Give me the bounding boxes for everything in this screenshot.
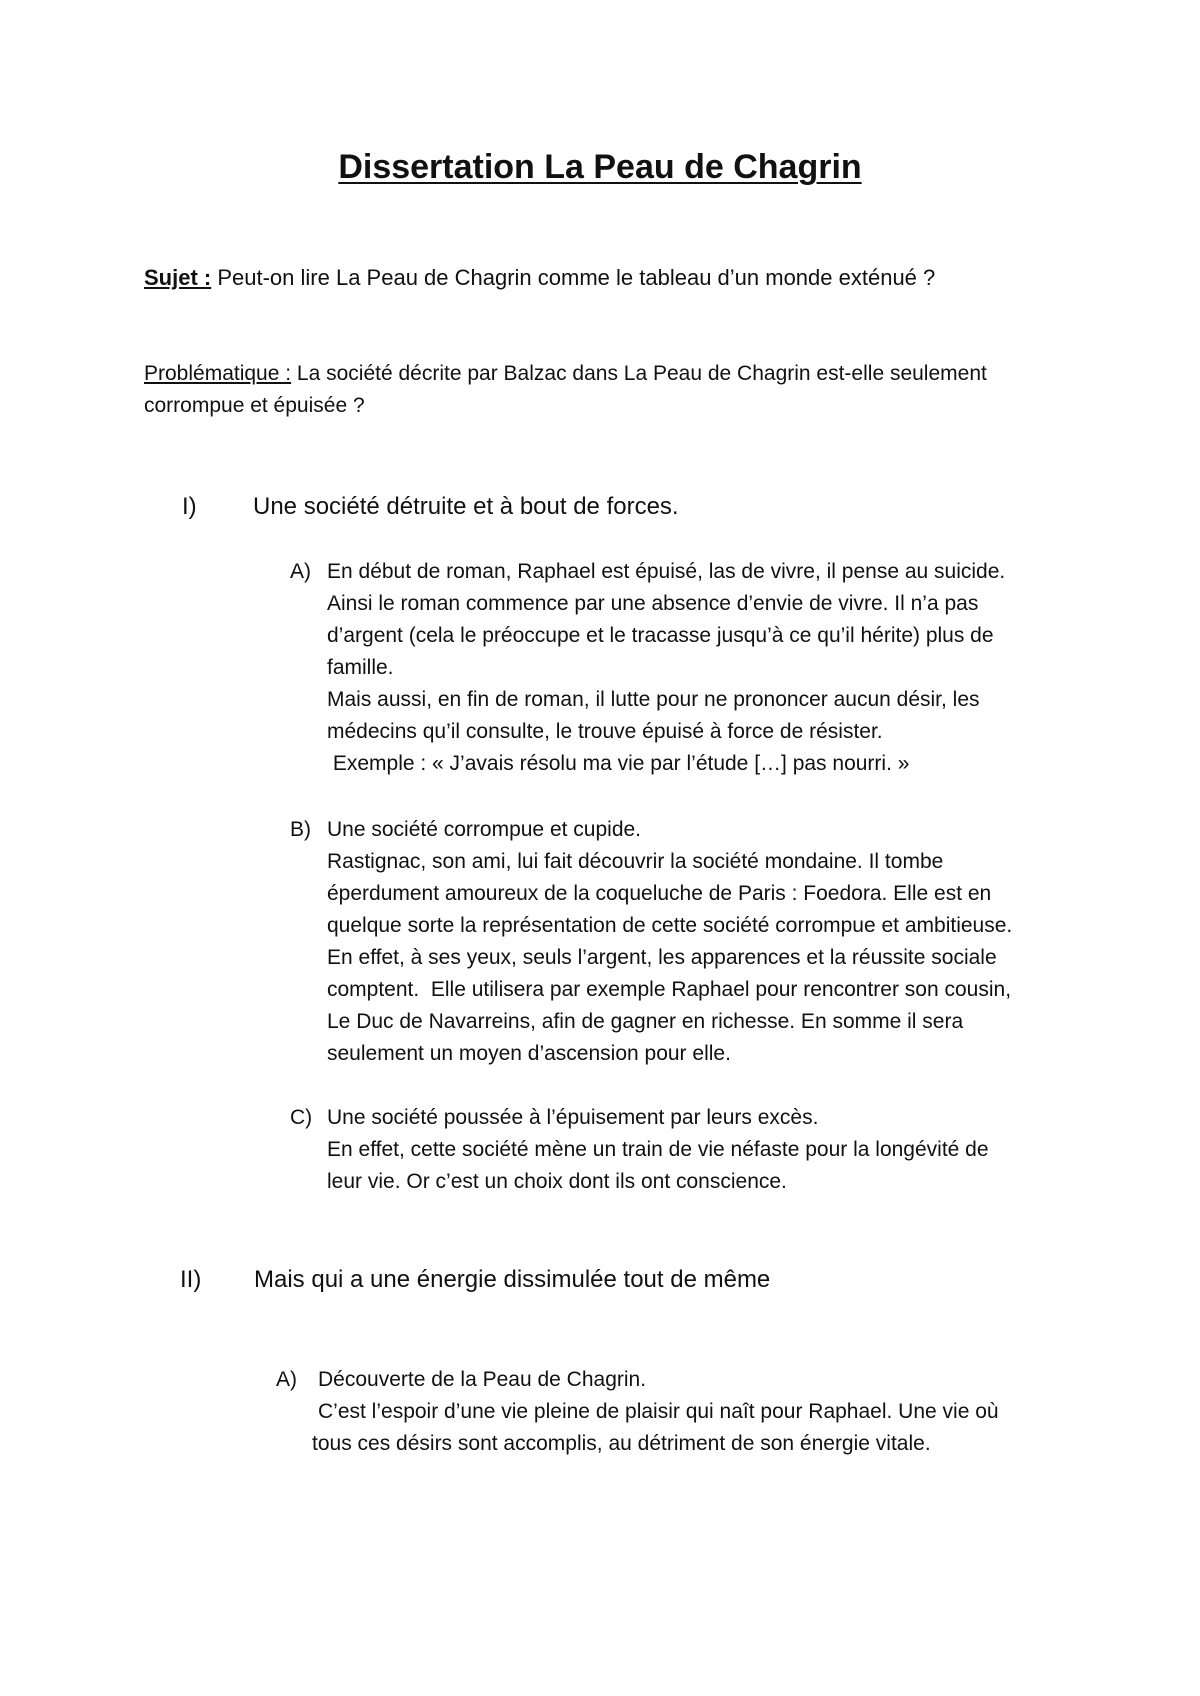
text-line: seulement un moyen d’ascension pour elle. <box>327 1042 731 1065</box>
document-title: Dissertation La Peau de Chagrin <box>338 148 862 186</box>
sujet-line <box>144 262 935 294</box>
part1-section-c-marker: C) <box>290 1106 313 1129</box>
text-line: éperdument amoureux de la coqueluche de Paris : Foedora. Elle est en <box>327 882 992 905</box>
text-line: quelque sorte la représentation de cette société corrompue et ambitieuse. <box>327 914 1013 937</box>
part1-section-b-marker: B) <box>290 818 311 841</box>
part1-marker: I) <box>182 493 197 520</box>
text-line: Le Duc de Navarreins, afin de gagner en richesse. En somme il sera <box>327 1010 964 1033</box>
text-line: En effet, cette société mène un train de vie néfaste pour la longévité de <box>327 1138 989 1161</box>
part2-marker: II) <box>180 1266 202 1293</box>
part1-heading: Une société détruite et à bout de forces. <box>253 493 679 520</box>
part2-section-a-marker: A) <box>276 1368 297 1391</box>
text-line: Mais aussi, en fin de roman, il lutte pour ne prononcer aucun désir, les <box>327 688 980 711</box>
part1-section-c-text <box>327 1102 989 1198</box>
text-line: En effet, à ses yeux, seuls l’argent, les apparences et la réussite sociale <box>327 946 997 969</box>
text-line: Exemple : « J’avais résolu ma vie par l’étude […] pas nourri. » <box>327 752 910 775</box>
problematique-block <box>144 358 987 422</box>
sujet-text: Peut-on lire La Peau de Chagrin comme le tableau d’un monde exténué ? <box>211 265 936 290</box>
problematique-label: Problématique : <box>144 362 292 385</box>
sujet-label: Sujet : <box>144 265 212 290</box>
problematique-line-1: La société décrite par Balzac dans La Peau de Chagrin est-elle seulement <box>291 362 987 385</box>
text-line: Une société poussée à l’épuisement par leurs excès. <box>327 1106 819 1129</box>
text-line: médecins qu’il consulte, le trouve épuisé à force de résister. <box>327 720 883 743</box>
text-line: C’est l’espoir d’une vie pleine de plaisir qui naît pour Raphael. Une vie où <box>318 1400 999 1423</box>
part1-section-b-text <box>327 814 1012 1070</box>
text-line: Rastignac, son ami, lui fait découvrir la société mondaine. Il tombe <box>327 850 944 873</box>
text-line: Ainsi le roman commence par une absence d’envie de vivre. Il n’a pas <box>327 592 979 615</box>
text-line: En début de roman, Raphael est épuisé, las de vivre, il pense au suicide. <box>327 560 1006 583</box>
text-line: famille. <box>327 656 394 679</box>
problematique-line-2: corrompue et épuisée ? <box>144 394 365 417</box>
text-line: leur vie. Or c’est un choix dont ils ont conscience. <box>327 1170 787 1193</box>
text-line: d’argent (cela le préoccupe et le tracasse jusqu’à ce qu’il hérite) plus de <box>327 624 994 647</box>
part1-section-a-marker: A) <box>290 560 311 583</box>
part2-heading: Mais qui a une énergie dissimulée tout de même <box>254 1266 771 1293</box>
text-line: tous ces désirs sont accomplis, au détriment de son énergie vitale. <box>312 1432 931 1455</box>
part2-section-a-text <box>312 1364 999 1460</box>
text-line: Une société corrompue et cupide. <box>327 818 642 841</box>
part1-section-a-text <box>327 556 1005 780</box>
text-line: comptent. Elle utilisera par exemple Raphael pour rencontrer son cousin, <box>327 978 1012 1001</box>
text-line: Découverte de la Peau de Chagrin. <box>318 1368 647 1391</box>
